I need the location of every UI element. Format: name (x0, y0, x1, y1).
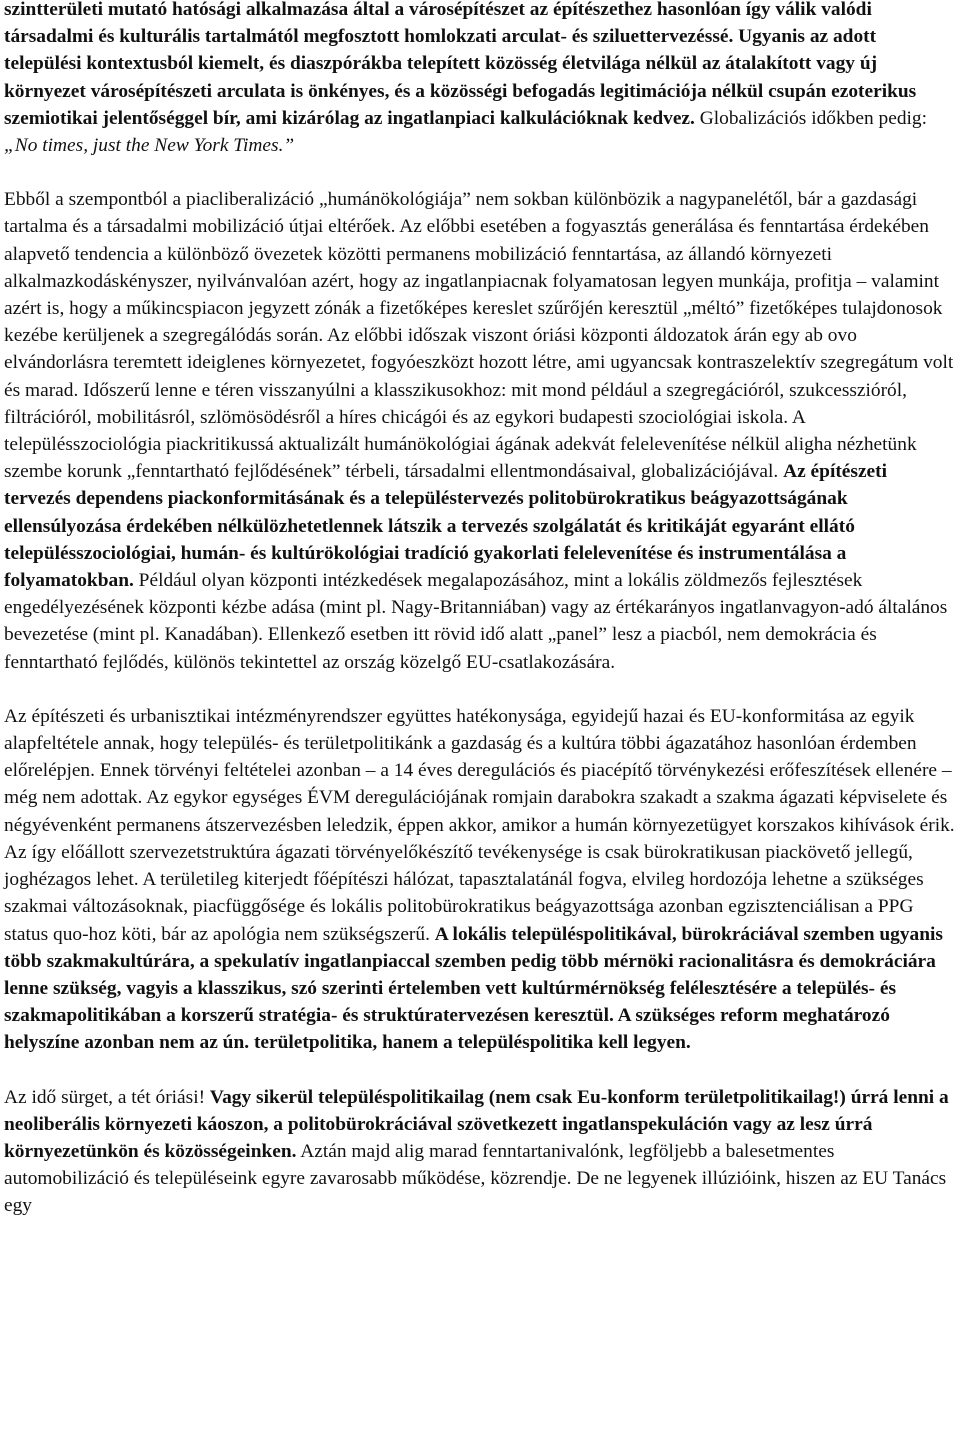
text-run: Az építészeti és urbanisztikai intézményrendszer együttes hatékonysága, egyidejű hazai és EU-konformitása az egyik alapfeltétele annak, hogy település- és területpolitikánk a gazdaság és a kultúra többi ágazatához hasonlóan érdemben előrelépjen. Ennek törvényi feltételei azonban – a 14 éves deregulációs és piacépítő törvénykezési erőfeszítések ellenére – még nem adottak. Az egykor egységes ÉVM deregulációjának romjain darabokra szakadt a szakma ágazati képviselete és négyévenként permanens átszervezésben leledzik, éppen akkor, amikor a humán környezetügyet korszakos kihívások érik. Az így előállott szervezetstruktúra ágazati törvényelőkészítő tevékenysége is csak bürokratikusan piackövető jellegű, joghézagos lehet. A területileg kiterjedt főépítészi hálózat, tapasztalatánál fogva, elvileg hordozója lehetne a szükséges szakmai változásoknak, piacfüggősége és lokális politobürokratikus beágyazottsága azonban egzisztenciálisan a PPG status quo-hoz köti, bár az apológia nem szükségszerű. (4, 705, 955, 945)
paragraph-1 (4, 0, 956, 159)
paragraph-2 (4, 186, 956, 676)
text-run: Vagy sikerül településpolitikailag (nem csak Eu-konform területpolitikailag!) úrrá lenni a neoliberális környezeti káoszon, a politobürokráciával szövetkezett ingatlanspekuláción vagy az lesz úrrá környezetünkön és közösségeinken. (4, 1086, 949, 1162)
document-page (4, 0, 956, 1220)
text-run: Ebből a szempontból a piacliberalizáció „humánökológiája” nem sokban különbözik a nagypanelétől, bár a gazdasági tartalma és a társadalmi mobilizáció útjai eltérőek. Az előbbi esetében a fogyasztás generálása és fenntartása érdekében alapvető tendencia a különböző övezetek közötti permanens mobilizáció fenntartása, az állandó környezeti alkalmazkodáskényszer, nyilvánvalóan azért, hogy az ingatlanpiacnak folyamatosan legyen munkája, profitja – valamint azért is, hogy a műkincspiacon jegyzett zónák a fizetőképes kereslet szűrőjén keresztül „méltó” fizetőképes tulajdonosok kezébe kerüljenek a szegregálódás során. Az előbbi időszak viszont óriási központi áldozatok árán egy ab ovo elvándorlásra teremtett ideiglenes környezetet, fogyóeszközt hozott létre, ami ugyancsak kontraszelektív szegregátum volt és marad. Időszerű lenne e téren visszanyúlni a klasszikusokhoz: mit mond például a szegregációról, szukcesszióról, filtrációról, mobilitásról, szlömösödésről a híres chicágói és az egykori budapesti szociológiai iskola. A településszociológia piackritikussá aktualizált humánökológiai ágának adekvát felelevenítése nélkül aligha nézhetünk szembe korunk „fenntartható fejlődésének” térbeli, társadalmi ellentmondásaival, globalizációjával. (4, 189, 954, 483)
text-run: szintterületi mutató hatósági alkalmazása által a városépítészet az építészethez hasonlóan így válik valódi társadalmi és kulturális tartalmától megfosztott homlokzati arculat- és sziluettervezéssé. Ugyanis az adott települési kontextusból kiemelt, és diaszpórákba telepített közösség életvilága nélkül az átalakított vagy új környezet városépítészeti arculata is önkényes, és a közösségi befogadás legitimációja nélkül csupán ezoterikus szemiotikai jelentőséggel bír, ami kizárólag az ingatlanpiaci kalkulációknak kedvez. (4, 0, 917, 129)
paragraph-3 (4, 703, 956, 1057)
text-run: Aztán majd alig marad fenntartanivalónk, legföljebb a balesetmentes automobilizáció és településeink egyre zavarosabb működése, közrendje. De ne legyenek illúzióink, hiszen az EU Tanács egy (4, 1140, 947, 1217)
text-run: Globalizációs időkben pedig: (694, 107, 927, 129)
text-run: „No times, just the New York Times.” (4, 135, 295, 157)
text-run: Az idő sürget, a tét óriási! (4, 1086, 210, 1108)
text-run: A lokális településpolitikával, bürokráciával szemben ugyanis több szakmakultúrára, a spekulatív ingatlanpiaccal szemben pedig több mérnöki racionalitásra és demokráciára lenne szükség, vagyis a klasszikus, szó szerinti értelemben vett kultúrmérnökség felélesztésére a település- és szakmapolitikában a korszerű stratégia- és struktúratervezésen keresztül. A szükséges reform meghatározó helyszíne azonban nem az ún. területpolitika, hanem a településpolitika kell legyen. (4, 923, 943, 1054)
text-run: Például olyan központi intézkedések megalapozásához, mint a lokális zöldmezős fejlesztések engedélyezésének központi kézbe adása (mint pl. Nagy-Britanniában) vagy az értékarányos ingatlanvagyon-adó általános bevezetése (mint pl. Kanadában). Ellenkező esetben itt rövid idő alatt „panel” lesz a piacból, nem demokrácia és fenntartható fejlődés, különös tekintettel az ország közelgő EU-csatlakozására. (4, 570, 948, 673)
paragraph-4 (4, 1084, 956, 1220)
text-run: Az építészeti tervezés dependens piackonformitásának és a településtervezés politobürokratikus beágyazottságának ellensúlyozása érdekében nélkülözhetetlennek látszik a tervezés szolgálatát és kritikáját egyaránt ellátó településszociológiai, humán- és kultúrökológiai tradíció gyakorlati felelevenítése és instrumentálása a folyamatokban. (4, 461, 887, 592)
